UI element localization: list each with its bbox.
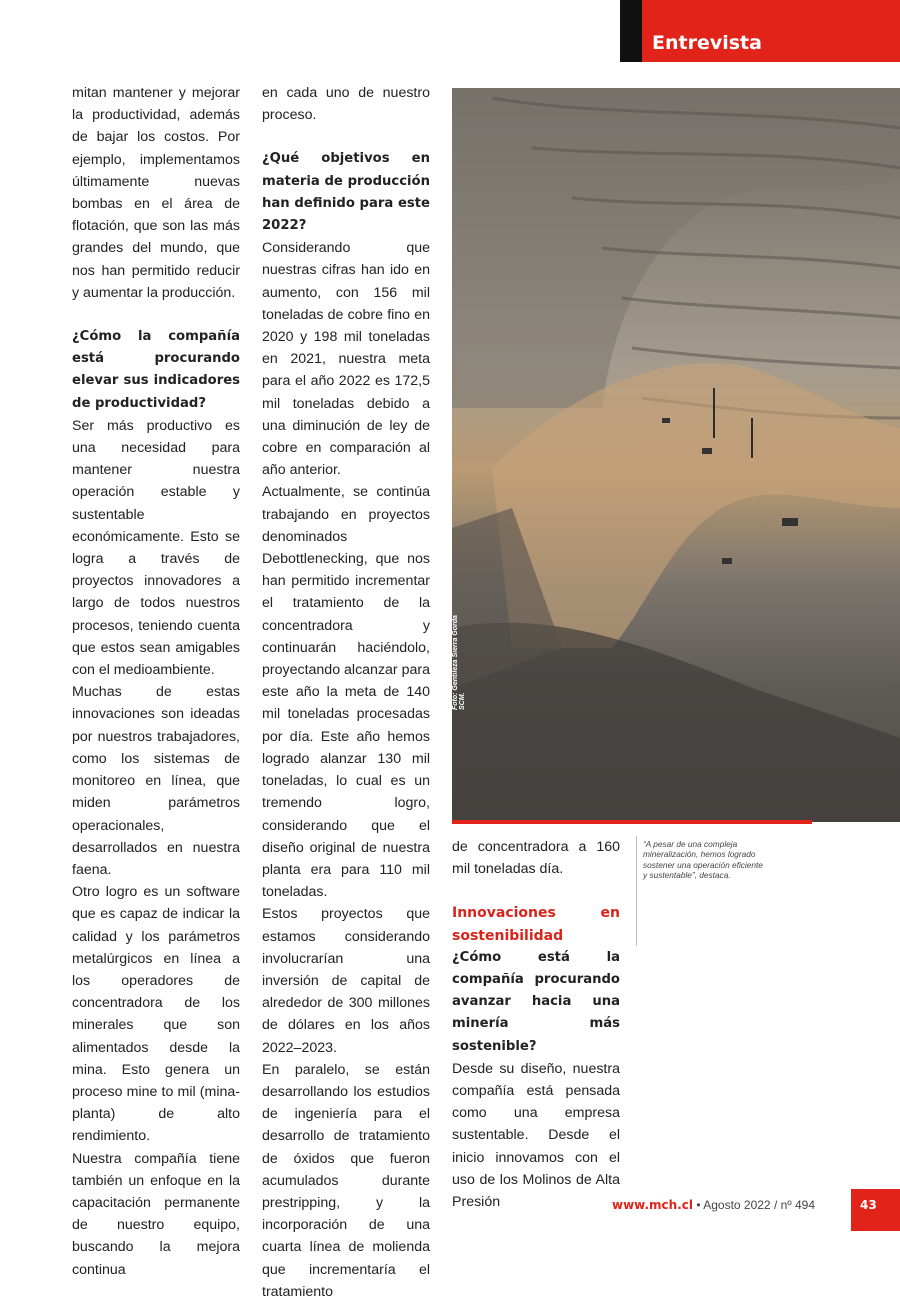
caption-divider	[636, 836, 637, 946]
paragraph: Considerando que nuestras cifras han ido en aumento, con 156 mil toneladas de cobre fino en 2020 y 198 mil toneladas en 2021, nuestra meta para el año 2022 es 172,5 mil toneladas debido a una diminución de ley de cobre en comparación al año anterior.	[262, 240, 430, 479]
paragraph: Otro logro es un software que es capaz de indicar la calidad y los parámetros metalúrgicos en línea a los operadores de concentradora de los minerales que son alimentados desde la mina. Esto genera un proceso mine to mil (mina-planta) de alto rendimiento.	[72, 884, 240, 1145]
interview-question: ¿Qué objetivos en materia de producción han definido para este 2022?	[262, 151, 430, 234]
paragraph: Desde su diseño, nuestra compañía está pensada como una empresa sustentable. Desde el inicio innovamos con el uso de los Molinos de Alta Presión	[452, 1060, 620, 1211]
page-number: 43	[860, 1198, 877, 1212]
paragraph: mitan mantener y mejorar la productividad, además de bajar los costos. Por ejemplo, implementamos últimamente nuevas bombas en el área de flotación, que son las más grandes del mundo, que nos han permitido reducir y aumentar la producción.	[72, 85, 240, 301]
paragraph: Actualmente, se continúa trabajando en proyectos denominados Debottlenecking, que nos han permitido incrementar el tratamiento de la concentradora y continuarán haciéndolo, proyectando alcanzar para este año la meta de 140 mil toneladas procesadas por día. Este año hemos logrado alanzar 130 mil toneladas, lo cual es un tremendo logro, considerando que el diseño original de nuestra planta era para 110 mil toneladas.	[262, 484, 430, 901]
text-column-1	[72, 82, 240, 1281]
footer-site: www.mch.cl	[612, 1198, 693, 1212]
paragraph: de concentradora a 160 mil toneladas día.	[452, 839, 620, 878]
photo-accent-rule	[452, 820, 812, 824]
paragraph: en cada uno de nuestro proceso.	[262, 85, 430, 124]
paragraph: Muchas de estas innovaciones son ideadas por nuestros trabajadores, como los sistemas de monitoreo en línea, que miden parámetros operacionales, desarrollados en nuestra faena.	[72, 684, 240, 878]
footer	[612, 1198, 815, 1212]
photo-credit: Foto: Gentileza Sierra Gorda SCM.	[452, 615, 466, 710]
footer-issue: • Agosto 2022 / nº 494	[696, 1198, 816, 1212]
paragraph: En paralelo, se están desarrollando los estudios de ingeniería para el desarrollo de tratamiento de óxidos que fueron acumulados durante prestripping, y la incorporación de una cuarta línea de molienda que incrementaría el tratamiento	[262, 1061, 430, 1300]
header-black-bar	[620, 0, 642, 62]
photo-caption: “A pesar de una compleja mineralización, hemos logrado sostener una operación eficiente y sustentable”, destaca.	[643, 839, 763, 880]
open-pit-mine-photo	[452, 88, 900, 822]
interview-question: ¿Cómo la compañía está procurando elevar sus indicadores de productividad?	[72, 329, 240, 411]
interview-question: ¿Cómo está la compañía procurando avanzar hacia una minería más sostenible?	[452, 949, 620, 1054]
section-subheading: Innovaciones en sostenibilidad	[452, 905, 620, 944]
paragraph: Estos proyectos que estamos considerando involucrarían una inversión de capital de alrededor de 300 millones de dólares en los años 2022–2023.	[262, 906, 430, 1056]
text-column-2	[262, 82, 430, 1303]
paragraph: Ser más productivo es una necesidad para mantener nuestra operación estable y sustentable económicamente. Esto se logra a través de proyectos innovadores a largo de todos nuestros procesos, teniendo cuenta que estos sean amigables con el medioambiente.	[72, 417, 240, 679]
text-column-3	[452, 836, 620, 1213]
section-title: Entrevista	[652, 32, 762, 54]
paragraph: Nuestra compañía tiene también un enfoque en la capacitación permanente de nuestro equipo, buscando la mejora continua	[72, 1150, 240, 1278]
